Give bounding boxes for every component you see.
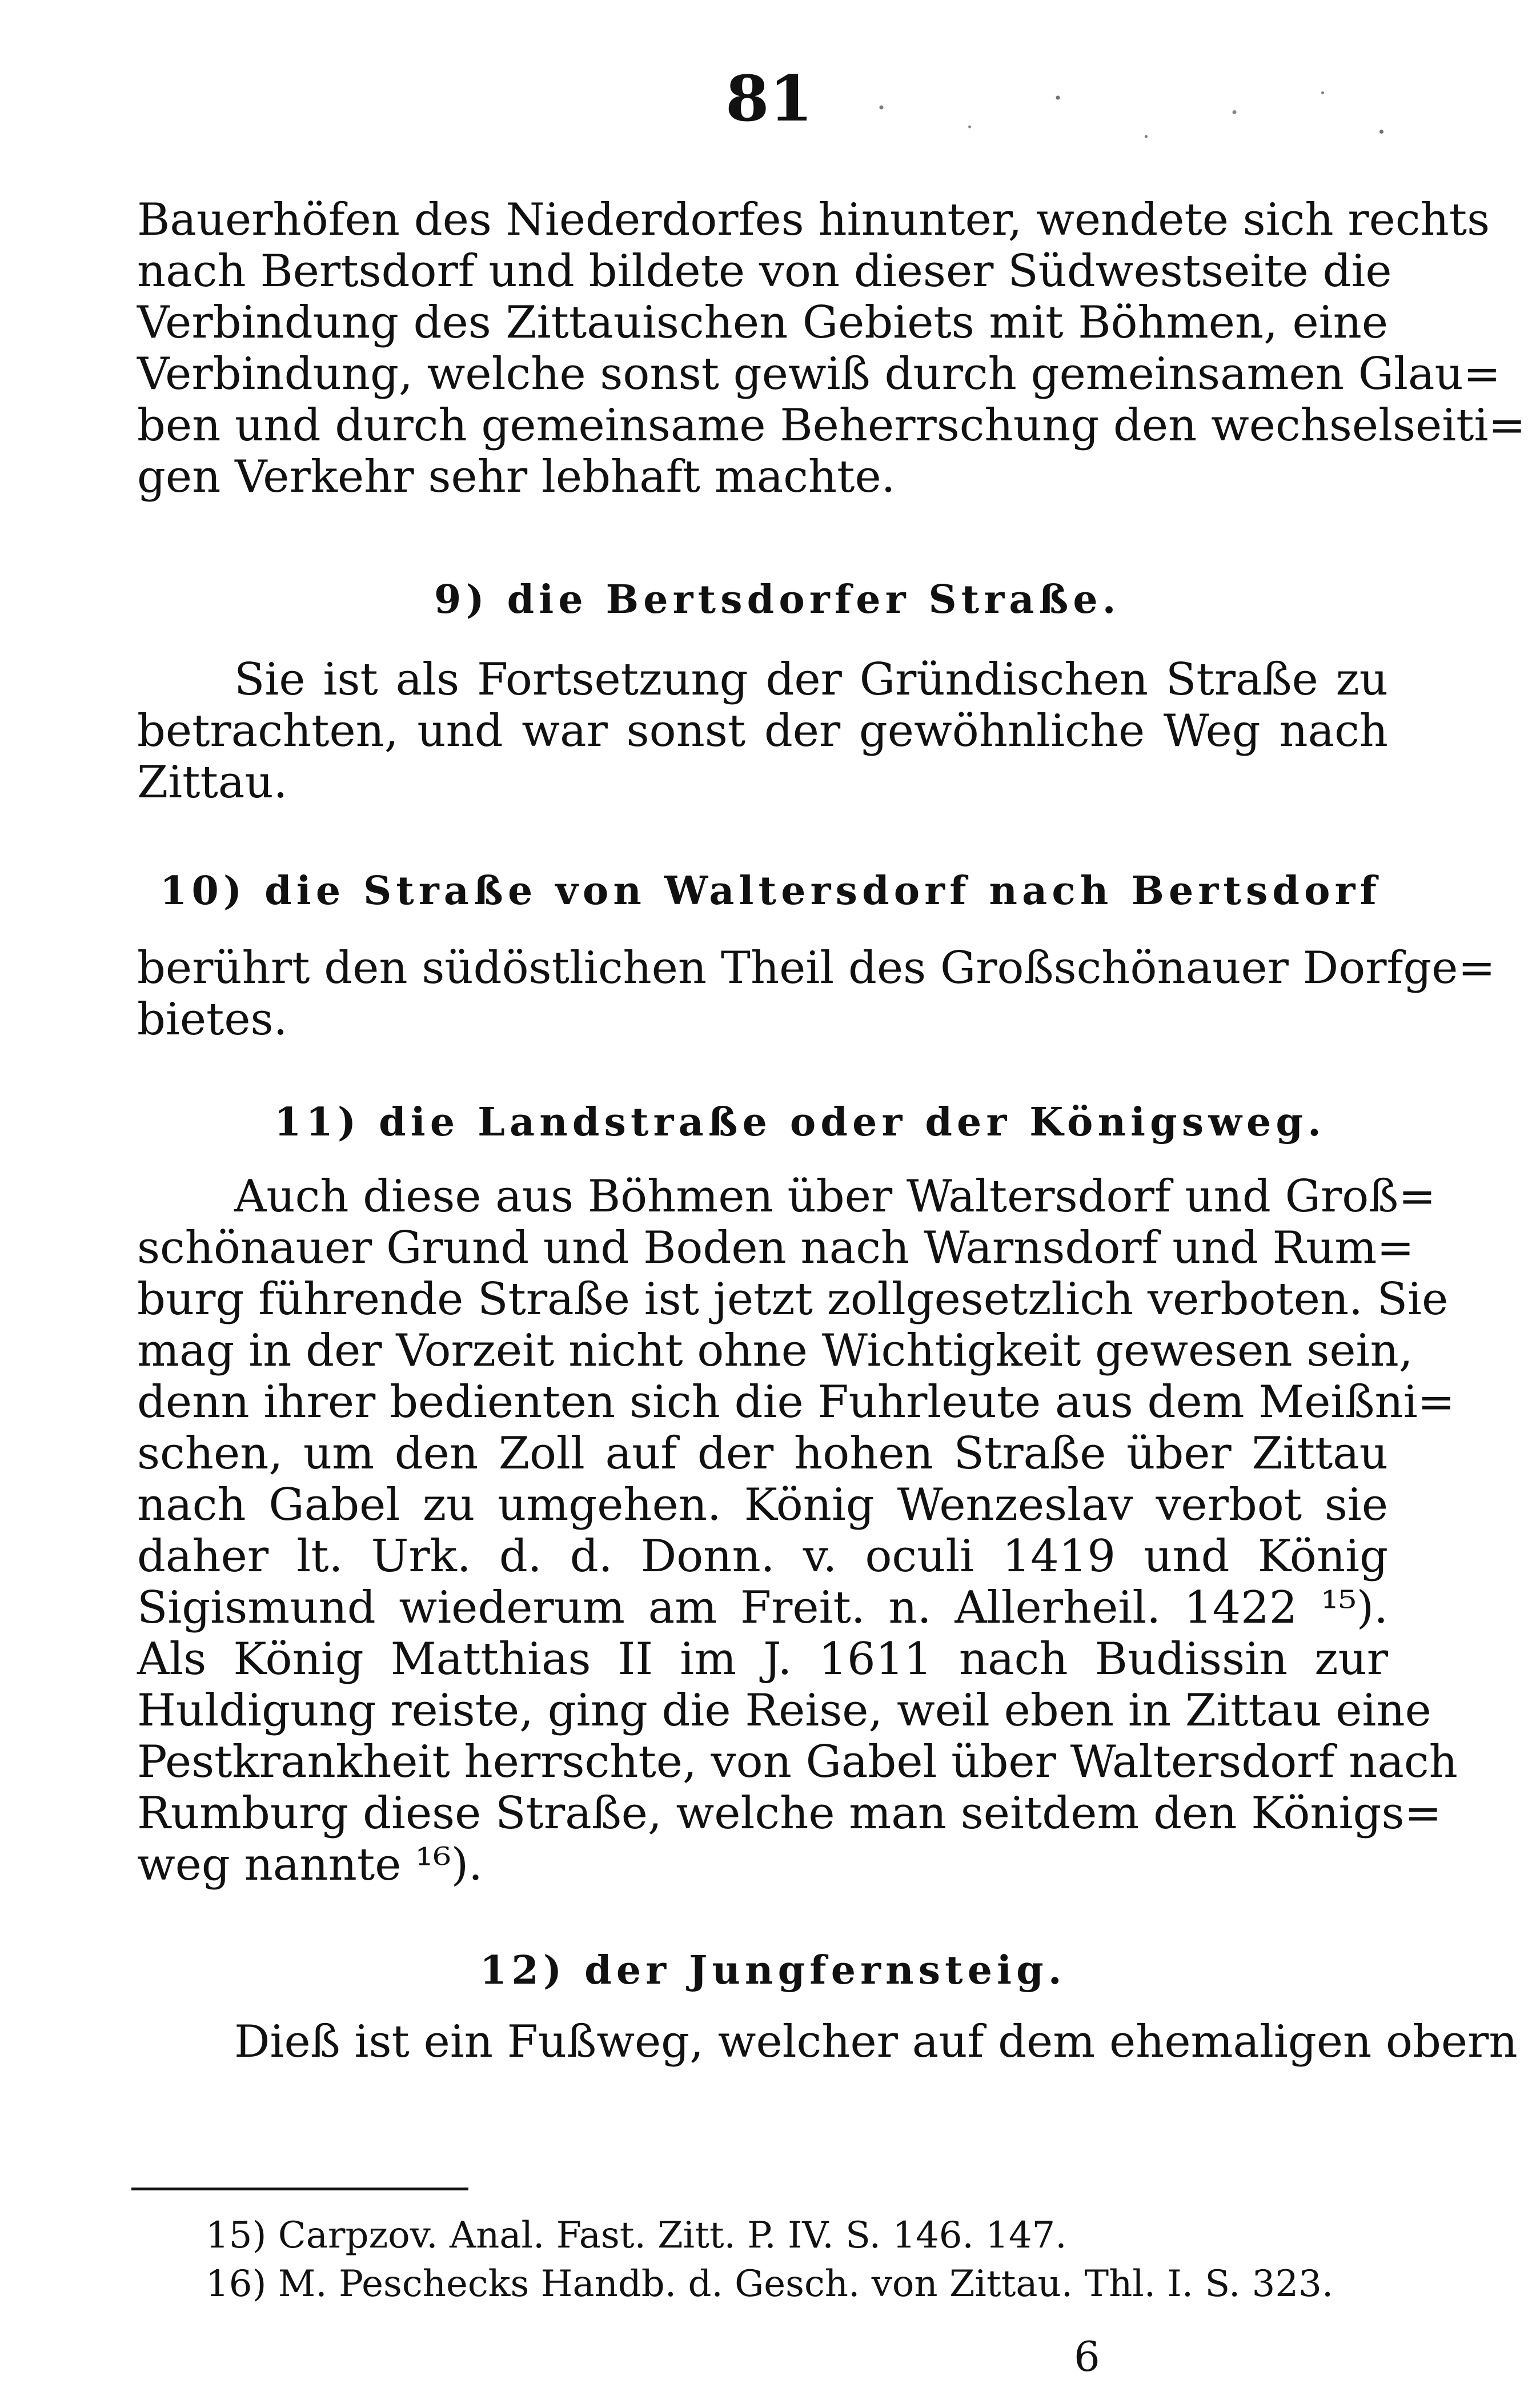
text-line-6: gen Verkehr sehr lebhaft machte. bbox=[137, 451, 896, 503]
text-line-9: betrachten, und war sonst der gewöhnliche Weg nach bbox=[137, 705, 1388, 757]
text-line-19: denn ihrer bedienten sich die Fuhrleute aus dem Meißni= bbox=[137, 1376, 1455, 1428]
scan-noise bbox=[823, 69, 1411, 166]
text-line-5: ben und durch gemeinsame Beherrschung den wechselseiti= bbox=[137, 400, 1526, 451]
text-line-15: Auch diese aus Böhmen über Waltersdorf und Groß= bbox=[234, 1171, 1436, 1222]
text-line-12: berührt den südöstlichen Theil des Großschönauer Dorfge= bbox=[137, 942, 1495, 994]
text-line-13: bietes. bbox=[137, 994, 288, 1045]
text-line-23: Sigismund wiederum am Freit. n. Allerheil. 1422 ¹⁵). bbox=[137, 1582, 1388, 1634]
text-line-25: Huldigung reiste, ging die Reise, weil eben in Zittau eine bbox=[137, 1685, 1431, 1736]
text-line-18: mag in der Vorzeit nicht ohne Wichtigkeit gewesen sein, bbox=[137, 1325, 1413, 1376]
footnote-rule bbox=[131, 2188, 468, 2190]
text-line-28: weg nannte ¹⁶). bbox=[137, 1839, 483, 1891]
text-line-10: Zittau. bbox=[137, 757, 288, 808]
footnote-15: 15) Carpzov. Anal. Fast. Zitt. P. IV. S. 146. 147. bbox=[206, 2214, 1067, 2257]
text-line-27: Rumburg diese Straße, welche man seitdem den Königs= bbox=[137, 1788, 1442, 1839]
heading-12: 12) der Jungfernsteig. bbox=[480, 1948, 1066, 1993]
text-line-2: nach Bertsdorf und bildete von dieser Südwestseite die bbox=[137, 246, 1392, 297]
heading-10: 10) die Straße von Waltersdorf nach Bertsdorf bbox=[160, 868, 1382, 914]
footnote-16: 16) M. Peschecks Handb. d. Gesch. von Zittau. Thl. I. S. 323. bbox=[206, 2263, 1334, 2305]
text-line-3: Verbindung des Zittauischen Gebiets mit Böhmen, eine bbox=[137, 297, 1388, 348]
text-line-1: Bauerhöfen des Niederdorfes hinunter, wendete sich rechts bbox=[137, 194, 1490, 246]
heading-9: 9) die Bertsdorfer Straße. bbox=[434, 577, 1121, 623]
text-line-24: Als König Matthias II im J. 1611 nach Budissin zur bbox=[137, 1634, 1388, 1685]
text-line-16: schönauer Grund und Boden nach Warnsdorf und Rum= bbox=[137, 1222, 1414, 1274]
text-line-17: burg führende Straße ist jetzt zollgesetzlich verboten. Sie bbox=[137, 1274, 1449, 1325]
text-line-8: Sie ist als Fortsetzung der Gründischen Straße zu bbox=[234, 654, 1388, 705]
text-line-21: nach Gabel zu umgehen. König Wenzeslav verbot sie bbox=[137, 1479, 1388, 1531]
text-line-4: Verbindung, welche sonst gewiß durch gemeinsamen Glau= bbox=[137, 348, 1501, 400]
text-line-30: Dieß ist ein Fußweg, welcher auf dem ehemaligen obern bbox=[234, 2016, 1518, 2068]
page-number: 81 bbox=[725, 62, 813, 135]
signature-mark: 6 bbox=[1074, 2333, 1100, 2381]
text-line-20: schen, um den Zoll auf der hohen Straße über Zittau bbox=[137, 1428, 1388, 1479]
text-line-26: Pestkrankheit herrschte, von Gabel über Waltersdorf nach bbox=[137, 1736, 1458, 1788]
text-line-22: daher lt. Urk. d. d. Donn. v. oculi 1419 und König bbox=[137, 1531, 1388, 1582]
heading-11: 11) die Landstraße oder der Königsweg. bbox=[274, 1099, 1326, 1145]
